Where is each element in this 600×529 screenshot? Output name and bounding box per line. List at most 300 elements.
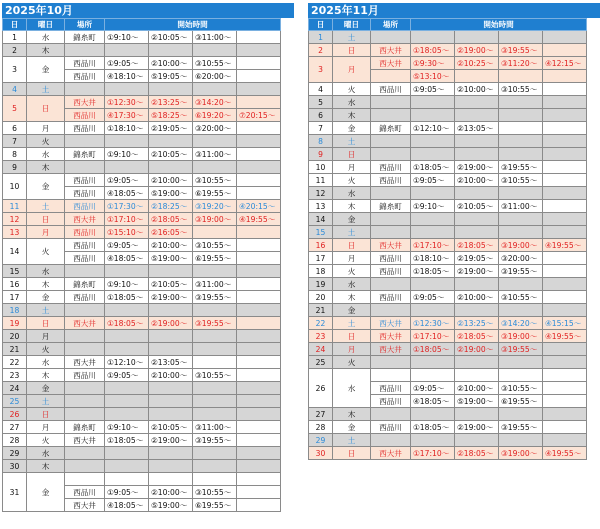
time-slot [237, 148, 281, 161]
day-number: 4 [309, 83, 333, 96]
time-slot [105, 408, 149, 421]
place [371, 70, 411, 83]
time-slot: ③10:55～ [193, 369, 237, 382]
time-slot [543, 226, 587, 239]
time-slot: ②19:00～ [455, 343, 499, 356]
time-slot [411, 135, 455, 148]
time-slot: ③10:55～ [193, 57, 237, 70]
time-slot [237, 395, 281, 408]
day-number: 24 [3, 382, 27, 395]
place [65, 473, 105, 486]
weekday: 月 [27, 330, 65, 343]
weekday: 日 [333, 44, 371, 57]
place: 錦糸町 [65, 421, 105, 434]
place [371, 187, 411, 200]
time-slot [149, 304, 193, 317]
day-number: 13 [3, 226, 27, 239]
day-number: 17 [309, 252, 333, 265]
time-slot: ①9:10～ [411, 200, 455, 213]
table-row [309, 434, 587, 447]
time-slot [149, 330, 193, 343]
time-slot [499, 109, 543, 122]
day-number: 14 [3, 239, 27, 265]
time-slot: ③10:55～ [499, 83, 543, 96]
weekday: 火 [27, 239, 65, 265]
place: 西大井 [65, 434, 105, 447]
table-row [309, 213, 587, 226]
time-slot [149, 343, 193, 356]
time-slot: ③10:55～ [499, 291, 543, 304]
place: 西大井 [371, 44, 411, 57]
table-row [309, 44, 587, 57]
time-slot: ④18:05～ [105, 499, 149, 512]
time-slot [237, 330, 281, 343]
time-slot: ①9:05～ [105, 174, 149, 187]
time-slot: ①15:10～ [105, 226, 149, 239]
table-row [309, 83, 587, 96]
weekday: 月 [27, 226, 65, 239]
place: 西品川 [65, 239, 105, 252]
time-slot: ③10:55～ [193, 486, 237, 499]
table-row [3, 44, 281, 57]
time-slot: ④12:15～ [543, 57, 587, 70]
weekday: 日 [27, 408, 65, 421]
time-slot: ①9:05～ [411, 174, 455, 187]
place: 西大井 [65, 96, 105, 109]
table-row [3, 83, 281, 96]
place: 西品川 [371, 265, 411, 278]
time-slot [455, 31, 499, 44]
time-slot: ③19:00～ [193, 213, 237, 226]
table-row [309, 330, 587, 343]
time-slot [237, 304, 281, 317]
time-slot: ②10:00～ [149, 57, 193, 70]
time-slot: ②10:00～ [149, 486, 193, 499]
place: 西大井 [65, 356, 105, 369]
time-slot [455, 135, 499, 148]
weekday: 火 [333, 356, 371, 369]
time-slot [237, 356, 281, 369]
time-slot [105, 460, 149, 473]
time-slot: ③19:55～ [499, 421, 543, 434]
time-slot: ③10:55～ [193, 174, 237, 187]
time-slot [193, 395, 237, 408]
time-slot: ②19:00～ [455, 421, 499, 434]
table-row [3, 356, 281, 369]
time-slot: ⑤19:00～ [149, 499, 193, 512]
time-slot [237, 252, 281, 265]
table-row [3, 200, 281, 213]
time-slot [237, 408, 281, 421]
time-slot [543, 213, 587, 226]
weekday: 土 [27, 200, 65, 213]
weekday: 月 [27, 421, 65, 434]
day-number: 12 [3, 213, 27, 226]
time-slot [237, 70, 281, 83]
time-slot [543, 278, 587, 291]
time-slot: ③19:55～ [193, 434, 237, 447]
time-slot [499, 148, 543, 161]
weekday: 木 [27, 161, 65, 174]
place: 西大井 [371, 343, 411, 356]
place: 錦糸町 [371, 122, 411, 135]
table-row [309, 291, 587, 304]
table-row [3, 31, 281, 44]
weekday: 金 [27, 473, 65, 512]
time-slot [105, 330, 149, 343]
time-slot [105, 44, 149, 57]
time-slot [455, 369, 499, 382]
day-number: 6 [3, 122, 27, 135]
weekday: 木 [27, 460, 65, 473]
time-slot [499, 356, 543, 369]
time-slot: ①17:10～ [411, 330, 455, 343]
weekday: 水 [27, 265, 65, 278]
time-slot: ②10:00～ [455, 382, 499, 395]
header-weekday: 曜日 [27, 19, 65, 31]
weekday: 金 [27, 291, 65, 304]
table-row [309, 109, 587, 122]
day-number: 20 [309, 291, 333, 304]
table-row [3, 382, 281, 395]
time-slot [149, 265, 193, 278]
time-slot: ③19:00～ [499, 330, 543, 343]
place: 西品川 [371, 161, 411, 174]
place: 西大井 [371, 330, 411, 343]
time-slot [149, 135, 193, 148]
time-slot: ②10:00～ [455, 291, 499, 304]
time-slot: ③11:20～ [499, 57, 543, 70]
table-row [309, 239, 587, 252]
table-row [3, 395, 281, 408]
weekday: 月 [333, 252, 371, 265]
table-row [309, 96, 587, 109]
time-slot: ④19:55～ [543, 239, 587, 252]
place [65, 265, 105, 278]
time-slot [105, 265, 149, 278]
day-number: 12 [309, 187, 333, 200]
time-slot: ⑤19:00～ [455, 395, 499, 408]
place: 西大井 [371, 239, 411, 252]
time-slot: ②10:00～ [455, 83, 499, 96]
place [65, 343, 105, 356]
day-number: 22 [309, 317, 333, 330]
time-slot: ②19:00～ [149, 434, 193, 447]
time-slot: ②13:25～ [149, 96, 193, 109]
time-slot [499, 135, 543, 148]
weekday: 土 [333, 31, 371, 44]
time-slot: ②13:05～ [149, 356, 193, 369]
time-slot [237, 499, 281, 512]
time-slot [455, 109, 499, 122]
time-slot [193, 304, 237, 317]
day-number: 18 [3, 304, 27, 317]
time-slot [237, 473, 281, 486]
time-slot [543, 434, 587, 447]
time-slot [411, 109, 455, 122]
october-schedule [2, 3, 294, 512]
time-slot: ⑥19:55～ [193, 187, 237, 200]
place [371, 434, 411, 447]
time-slot: ①18:05～ [105, 317, 149, 330]
time-slot [455, 96, 499, 109]
table-row [3, 291, 281, 304]
time-slot: ①18:10～ [105, 122, 149, 135]
place [371, 369, 411, 382]
table-row [309, 317, 587, 330]
day-number: 27 [3, 421, 27, 434]
weekday: 木 [333, 200, 371, 213]
time-slot [237, 174, 281, 187]
day-number: 29 [3, 447, 27, 460]
place: 錦糸町 [65, 278, 105, 291]
time-slot: ①18:05～ [411, 161, 455, 174]
time-slot: ③20:00～ [499, 252, 543, 265]
time-slot: ③19:55～ [499, 343, 543, 356]
weekday: 月 [333, 161, 371, 174]
time-slot: ②10:25～ [455, 57, 499, 70]
place [65, 44, 105, 57]
schedule-table [2, 18, 281, 512]
time-slot: ①18:05～ [105, 434, 149, 447]
weekday: 水 [27, 447, 65, 460]
place: 西品川 [371, 382, 411, 395]
place [371, 31, 411, 44]
weekday: 水 [333, 278, 371, 291]
table-row [309, 31, 587, 44]
time-slot: ①17:10～ [411, 239, 455, 252]
time-slot [499, 122, 543, 135]
table-row [309, 148, 587, 161]
place: 西大井 [371, 447, 411, 460]
time-slot: ①9:05～ [105, 369, 149, 382]
day-number: 8 [3, 148, 27, 161]
day-number: 7 [3, 135, 27, 148]
place: 西品川 [65, 291, 105, 304]
table-row [309, 421, 587, 434]
weekday: 木 [333, 408, 371, 421]
table-row [309, 200, 587, 213]
time-slot [193, 44, 237, 57]
table-row [309, 161, 587, 174]
weekday: 木 [27, 278, 65, 291]
weekday: 土 [333, 135, 371, 148]
time-slot: ⑥19:55～ [193, 499, 237, 512]
time-slot [193, 408, 237, 421]
place: 西品川 [65, 486, 105, 499]
weekday: 火 [333, 174, 371, 187]
time-slot [193, 356, 237, 369]
weekday: 月 [333, 57, 371, 83]
weekday: 水 [27, 148, 65, 161]
time-slot [411, 434, 455, 447]
place: 西大井 [65, 213, 105, 226]
time-slot: ①17:10～ [105, 213, 149, 226]
place: 西品川 [371, 395, 411, 408]
day-number: 20 [3, 330, 27, 343]
time-slot [543, 356, 587, 369]
table-row [3, 239, 281, 252]
weekday: 水 [333, 187, 371, 200]
place: 西大井 [65, 499, 105, 512]
table-row [309, 122, 587, 135]
table-row [309, 174, 587, 187]
time-slot: ②18:05～ [455, 239, 499, 252]
header-start-time: 開始時間 [411, 19, 587, 31]
time-slot [237, 226, 281, 239]
table-row [3, 330, 281, 343]
time-slot [455, 70, 499, 83]
day-number: 14 [309, 213, 333, 226]
place: 西品川 [371, 291, 411, 304]
day-number: 30 [309, 447, 333, 460]
place [371, 408, 411, 421]
table-header-row [3, 19, 281, 31]
weekday: 土 [333, 226, 371, 239]
place [371, 356, 411, 369]
time-slot: ①18:05～ [105, 291, 149, 304]
weekday: 火 [333, 265, 371, 278]
table-row [3, 343, 281, 356]
table-row [3, 460, 281, 473]
weekday: 水 [333, 369, 371, 408]
table-row [3, 278, 281, 291]
time-slot: ④18:05～ [105, 187, 149, 200]
time-slot [237, 187, 281, 200]
day-number: 2 [309, 44, 333, 57]
time-slot [149, 408, 193, 421]
place: 錦糸町 [65, 31, 105, 44]
day-number: 16 [3, 278, 27, 291]
day-number: 1 [3, 31, 27, 44]
time-slot [105, 135, 149, 148]
month-title: 2025年10月 [2, 3, 294, 18]
day-number: 25 [3, 395, 27, 408]
day-number: 19 [3, 317, 27, 330]
time-slot: ③19:00～ [499, 239, 543, 252]
time-slot: ④18:05～ [411, 395, 455, 408]
time-slot [149, 83, 193, 96]
time-slot: ⑤19:00～ [149, 252, 193, 265]
time-slot [411, 31, 455, 44]
weekday: 火 [27, 434, 65, 447]
weekday: 日 [27, 317, 65, 330]
time-slot: ②10:00～ [149, 369, 193, 382]
time-slot: ③14:20～ [499, 317, 543, 330]
day-number: 25 [309, 356, 333, 369]
time-slot [105, 382, 149, 395]
time-slot [411, 304, 455, 317]
time-slot: ②19:00～ [455, 265, 499, 278]
time-slot [543, 96, 587, 109]
time-slot [193, 135, 237, 148]
time-slot [543, 369, 587, 382]
time-slot [499, 70, 543, 83]
time-slot [237, 343, 281, 356]
time-slot: ③20:00～ [193, 122, 237, 135]
table-row [309, 304, 587, 317]
day-number: 9 [309, 148, 333, 161]
table-row [3, 434, 281, 447]
time-slot [149, 44, 193, 57]
time-slot [543, 174, 587, 187]
place: 西大井 [371, 57, 411, 70]
place: 西品川 [371, 252, 411, 265]
time-slot: ②19:05～ [149, 122, 193, 135]
time-slot [237, 382, 281, 395]
time-slot [543, 135, 587, 148]
header-place: 場所 [371, 19, 411, 31]
time-slot [149, 161, 193, 174]
time-slot: ①9:05～ [105, 486, 149, 499]
time-slot [105, 343, 149, 356]
time-slot: ④19:55～ [543, 447, 587, 460]
time-slot: ①9:05～ [411, 83, 455, 96]
day-number: 5 [3, 96, 27, 122]
table-row [3, 161, 281, 174]
table-row [3, 122, 281, 135]
place: 西品川 [371, 174, 411, 187]
time-slot: ⑥19:55～ [193, 252, 237, 265]
time-slot [543, 421, 587, 434]
weekday: 日 [333, 330, 371, 343]
day-number: 27 [309, 408, 333, 421]
table-row [309, 408, 587, 421]
place [371, 135, 411, 148]
time-slot [543, 382, 587, 395]
time-slot [193, 265, 237, 278]
schedule-table [308, 18, 587, 460]
time-slot [237, 434, 281, 447]
time-slot: ②18:05～ [149, 213, 193, 226]
place: 西品川 [65, 109, 105, 122]
day-number: 11 [3, 200, 27, 213]
table-row [3, 174, 281, 187]
table-row [309, 369, 587, 382]
time-slot [543, 44, 587, 57]
time-slot: ④19:55～ [543, 330, 587, 343]
time-slot [149, 460, 193, 473]
table-row [3, 148, 281, 161]
time-slot [105, 395, 149, 408]
time-slot: ③11:00～ [499, 200, 543, 213]
table-row [3, 408, 281, 421]
day-number: 1 [309, 31, 333, 44]
day-number: 26 [309, 369, 333, 408]
time-slot [499, 434, 543, 447]
weekday: 水 [27, 31, 65, 44]
time-slot: ②10:00～ [149, 239, 193, 252]
time-slot: ①12:30～ [411, 317, 455, 330]
table-row [3, 265, 281, 278]
time-slot: ①12:10～ [411, 122, 455, 135]
time-slot [193, 343, 237, 356]
place: 錦糸町 [65, 148, 105, 161]
time-slot [499, 96, 543, 109]
time-slot [105, 304, 149, 317]
time-slot: ④18:05～ [105, 252, 149, 265]
place [371, 226, 411, 239]
time-slot [237, 317, 281, 330]
time-slot: ①9:10～ [105, 148, 149, 161]
day-number: 16 [309, 239, 333, 252]
weekday: 日 [333, 148, 371, 161]
day-number: 10 [309, 161, 333, 174]
time-slot: ③19:20～ [193, 200, 237, 213]
day-number: 2 [3, 44, 27, 57]
time-slot: ②13:25～ [455, 317, 499, 330]
time-slot [237, 31, 281, 44]
